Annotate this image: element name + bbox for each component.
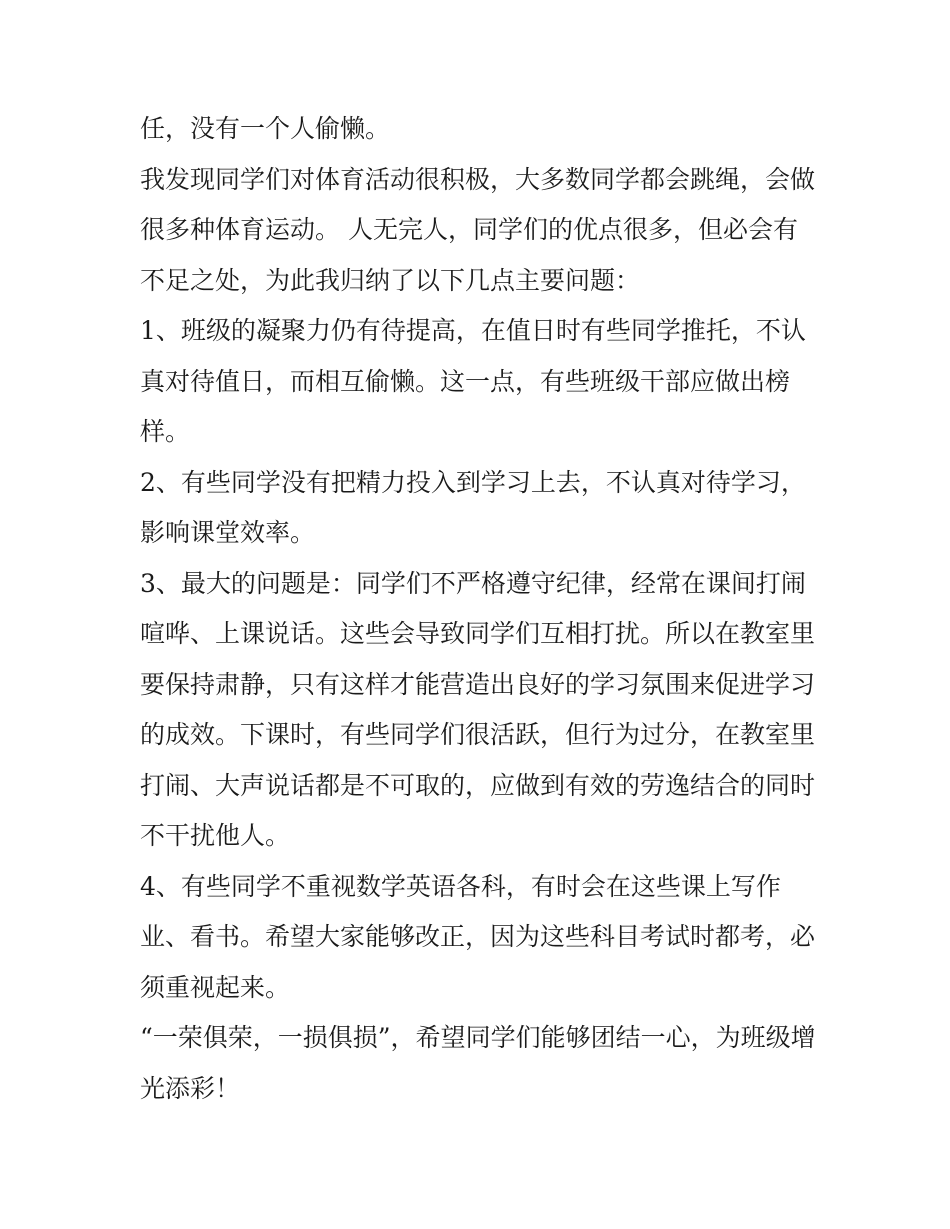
paragraph-issue-4: 4、有些同学不重视数学英语各科，有时会在这些课上写作业、看书。希望大家能够改正，因为这些科目考试时都考，必须重视起来。 [140,871,816,1002]
paragraph-observation: 我发现同学们对体育活动很积极，大多数同学都会跳绳，会做很多种体育运动。 人无完人，同学们的优点很多，但必会有不足之处，为此我归纳了以下几点主要问题： [140,164,816,295]
paragraph-closing: “一荣俱荣，一损俱损”，希望同学们能够团结一心，为班级增光添彩！ [140,1023,816,1103]
paragraph-issue-3: 3、最大的问题是：同学们不严格遵守纪律，经常在课间打闹喧哗、上课说话。这些会导致同学们互相打扰。所以在教室里要保持肃静，只有这样才能营造出良好的学习氛围来促进学习的成效。下课时，有些同学们很活跃，但行为过分，在教室里打闹、大声说话都是不可取的，应做到有效的劳逸结合的同时不干扰他人。 [140,568,816,850]
paragraph-issue-1: 1、班级的凝聚力仍有待提高，在值日时有些同学推托，不认真对待值日，而相互偷懒。这一点，有些班级干部应做出榜样。 [140,316,806,446]
paragraph-continuation: 任，没有一个人偷懒。 [140,114,391,143]
paragraph-issue-2: 2、有些同学没有把精力投入到学习上去，不认真对待学习，影响课堂效率。 [140,467,806,547]
document-body [140,104,820,1114]
